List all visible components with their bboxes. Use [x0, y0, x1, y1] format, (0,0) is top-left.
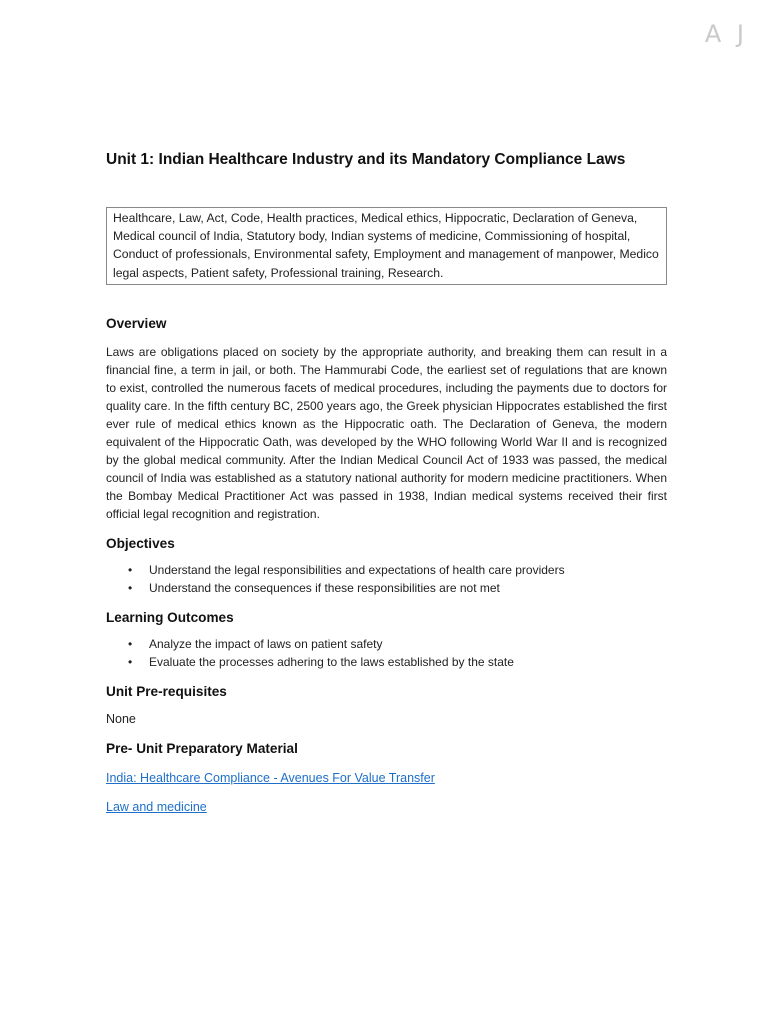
list-item: • Analyze the impact of laws on patient safety	[128, 636, 383, 651]
document-page	[106, 150, 667, 816]
prerequisites-text: None	[106, 711, 136, 726]
prerequisites-heading: Unit Pre-requisites	[106, 683, 227, 699]
preparatory-heading: Pre- Unit Preparatory Material	[106, 740, 298, 756]
learning-outcomes-heading: Learning Outcomes	[106, 609, 234, 625]
list-item: • Evaluate the processes adhering to the laws established by the state	[128, 654, 514, 669]
watermark: A J	[704, 20, 748, 48]
bullet-icon: •	[128, 636, 133, 651]
keywords-box: Healthcare, Law, Act, Code, Health practices, Medical ethics, Hippocratic, Declaration of Geneva, Medical council of India, Statutory body, Indian systems of medicine, Commissioning of hospital, Conduct of professionals, Environmental safety, Employment and management of manpower, Medico legal aspects, Patient safety, Professional training, Research.	[106, 207, 667, 285]
bullet-icon: •	[128, 654, 133, 669]
list-item: • Understand the legal responsibilities and expectations of health care providers	[128, 562, 565, 577]
objectives-heading: Objectives	[106, 535, 175, 551]
overview-heading: Overview	[106, 315, 167, 331]
list-item: • Understand the consequences if these responsibilities are not met	[128, 580, 500, 595]
learning-outcomes-list	[106, 635, 667, 671]
overview-text: Laws are obligations placed on society by the appropriate authority, and breaking them can result in a financial fine, a term in jail, or both. The Hammurabi Code, the earliest set of regulations that are known to exist, controlled the numerous facets of medical procedures, including the payments due to doctors for quality care. In the fifth century BC, 2500 years ago, the Greek physician Hippocrates established the first ever rule of medical ethics known as the Hippocratic oath. The Declaration of Geneva, the modern equivalent of the Hippocratic Oath, was developed by the WHO following World War II and is recognized by the global medical community. After the Indian Medical Council Act of 1933 was passed, the medical council of India was established as a statutory national authority for modern medicine practitioners. When the Bombay Medical Practitioner Act was passed in 1938, Indian medical systems received their first official legal recognition and registration.	[106, 344, 667, 521]
bullet-icon: •	[128, 562, 133, 577]
unit-title: Unit 1: Indian Healthcare Industry and its Mandatory Compliance Laws	[106, 151, 626, 168]
link-healthcare-compliance[interactable]: India: Healthcare Compliance - Avenues For Value Transfer	[106, 770, 435, 785]
link-law-and-medicine[interactable]: Law and medicine	[106, 799, 207, 814]
objectives-list	[106, 561, 667, 597]
bullet-icon: •	[128, 580, 133, 595]
